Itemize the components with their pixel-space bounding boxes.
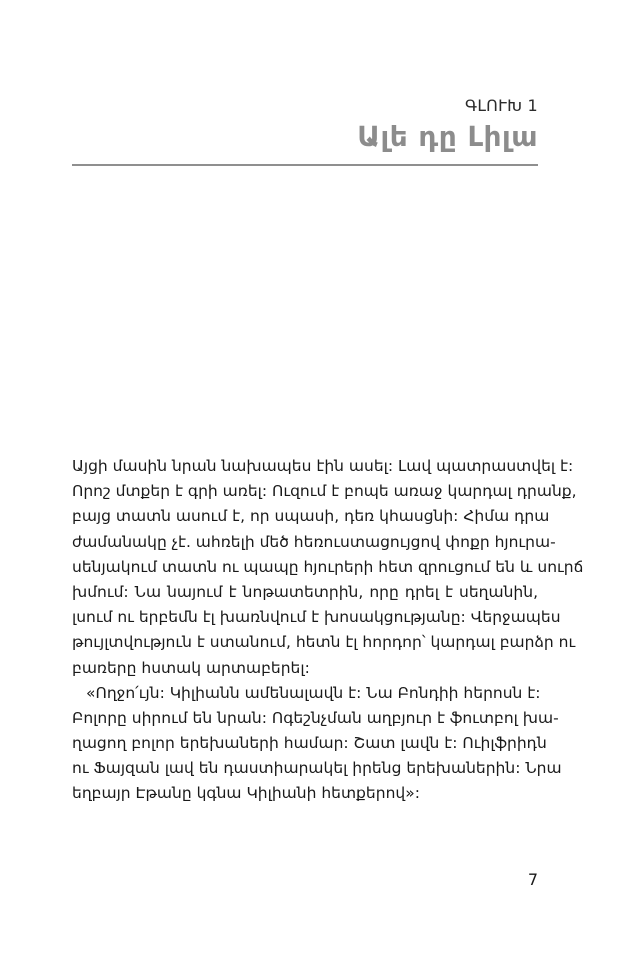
chapter-label: ԳԼՈՒԽ 1 <box>464 96 538 115</box>
text-line: լսում ու երբեմն էլ խառնվում է խոսակցությանը: Վերջապես <box>72 608 561 627</box>
paragraph-2-quote <box>72 681 562 807</box>
chapter-header <box>72 96 538 154</box>
page-number: 7 <box>527 870 538 889</box>
text-line: Այցի մասին նրան նախապես էին ասել: Լավ պատրաստվել է: <box>72 457 574 475</box>
text-line: թույլտվություն է ստանում, հետն էլ հորդոր՝ կարդալ բարձր ու <box>72 633 576 652</box>
text-line: բայց տատն ասում է, որ սպասի, դեռ կհասցնի: Հիմա դրա <box>72 507 550 526</box>
text-line: Որոշ մտքեր է գրի առել: Ուզում է բոպե առաջ կարդալ դրանք, <box>72 482 577 501</box>
text-line: եղբայր Էթանը կգնա Կիլիանի հետքերով»: <box>72 784 420 803</box>
chapter-divider <box>72 164 538 166</box>
text-line: «Ողջո՛ւյն: Կիլիանն ամենալավն է: Նա Բոնդիի հերոսն է: <box>86 683 541 702</box>
text-line: սենյակում տատն ու պապը հյուրերի հետ զրուցում են և սուրճ <box>72 557 584 576</box>
text-line: խմում: Նա նայում է նոթատետրին, որը դրել է սեղանին, <box>72 582 538 601</box>
paragraph-1 <box>72 454 584 681</box>
text-line: Բոլորը սիրում են նրան: Ոգեշնչման աղբյուր է ֆուտբոլ խա- <box>72 708 559 727</box>
text-line: ժամանակը չէ. ահռելի մեծ հեռուստացույցով փոքր հյուրա- <box>72 532 556 551</box>
text-line: ու Ֆայզան լավ են դաստիարակել իրենց երեխաներին: Նրա <box>72 759 562 778</box>
chapter-title: Ալե դը Լիլա <box>357 120 538 153</box>
body-text <box>72 454 584 807</box>
text-line: ղացող բոլոր երեխաների համար: Շատ լավն է: Ուիլֆրիդն <box>72 734 547 753</box>
text-line: բառերը հստակ արտաբերել: <box>72 658 310 677</box>
